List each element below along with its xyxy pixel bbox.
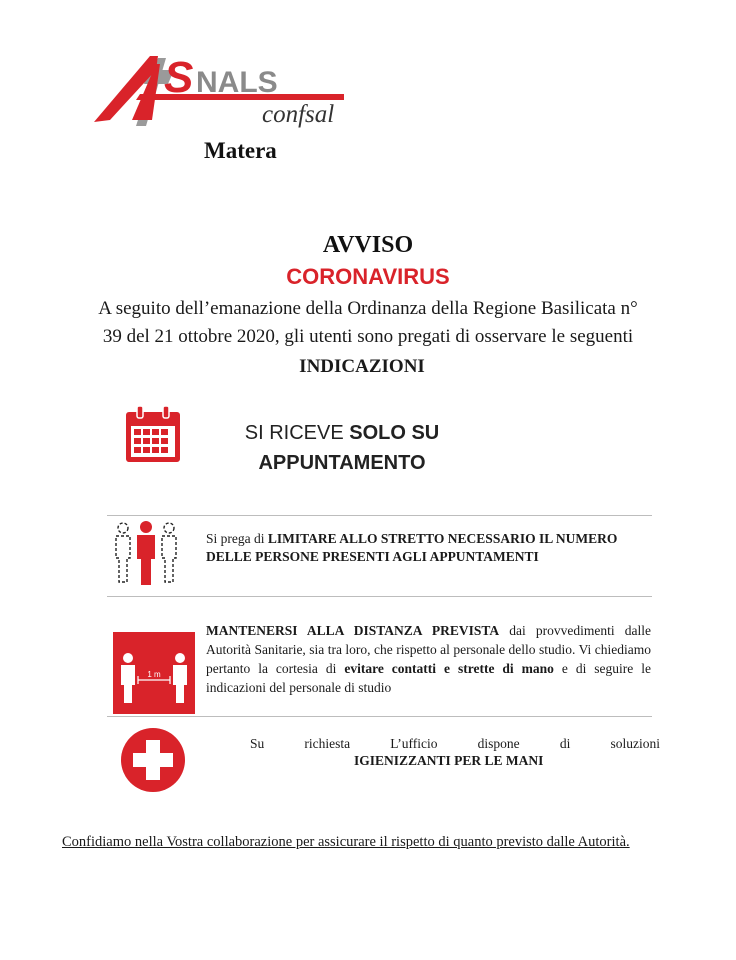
appointment-text-normal: SI RICEVE (244, 422, 350, 444)
people-prefix: Si prega di (206, 531, 268, 546)
sanitizer-bold: IGIENIZZANTI PER LE MANI (354, 753, 544, 768)
notice-title: AVVISO (322, 232, 414, 258)
distance-1m-icon (113, 632, 195, 714)
intro-line-1: A seguito dell’emanazione della Ordinanza della Regione Basilicata n° (98, 298, 638, 319)
divider (107, 515, 652, 516)
intro-line-2: 39 del 21 ottobre 2020, gli utenti sono pregati di osservare le seguenti (102, 326, 634, 347)
appointment-text (212, 418, 472, 478)
people-bold-1: LIMITARE ALLO STRETTO NECESSARIO IL NUMERO (267, 531, 618, 546)
sanitizer-word: soluzioni (610, 736, 660, 751)
logo-city: Matera (204, 138, 277, 163)
people-text (206, 530, 656, 566)
distance-text-2: e di seguire le indicazioni del personale di studio (206, 661, 651, 695)
distance-text (206, 621, 651, 697)
appointment-text-bold2: APPUNTAMENTO (258, 452, 426, 474)
divider (107, 596, 652, 597)
sanitizer-word: dispone (477, 736, 520, 751)
sanitizer-word: Su (250, 736, 265, 751)
distance-text-1: dai provvedimenti dalle Autorità Sanitarie, sia tra loro, che rispetto al personale dello studio. Vi chiediamo pertanto la cortesia di (206, 623, 651, 676)
appointment-text-bold1: SOLO SU (349, 422, 440, 444)
logo-initial: S (164, 53, 194, 102)
distance-bold-1: MANTENERSI ALLA DISTANZA PREVISTA (206, 623, 500, 638)
people-group-icon (110, 517, 182, 587)
logo-sub: confsal (262, 101, 335, 128)
notice-subtitle: CORONAVIRUS (286, 264, 450, 289)
distance-icon-label: 1 m (147, 670, 161, 679)
divider (107, 716, 652, 717)
sanitizer-word: di (559, 736, 571, 751)
red-cross-icon (120, 727, 186, 793)
snals-logo-graphic (92, 50, 354, 134)
logo-brand: NALS (196, 66, 278, 99)
footer-text: Confidiamo nella Vostra collaborazione per assicurare il rispetto di quanto previsto dalle Autorità. (62, 834, 630, 850)
sanitizer-word: richiesta (304, 736, 351, 751)
distance-bold-2: evitare contatti e strette di mano (344, 661, 554, 676)
sanitizer-line-1 (250, 736, 660, 752)
snals-logo (92, 50, 354, 134)
calendar-icon (124, 404, 182, 464)
sanitizer-word: L’ufficio (390, 736, 438, 751)
section-label: INDICAZIONI (299, 356, 425, 377)
people-bold-2: DELLE PERSONE PRESENTI AGLI APPUNTAMENTI (206, 549, 539, 564)
